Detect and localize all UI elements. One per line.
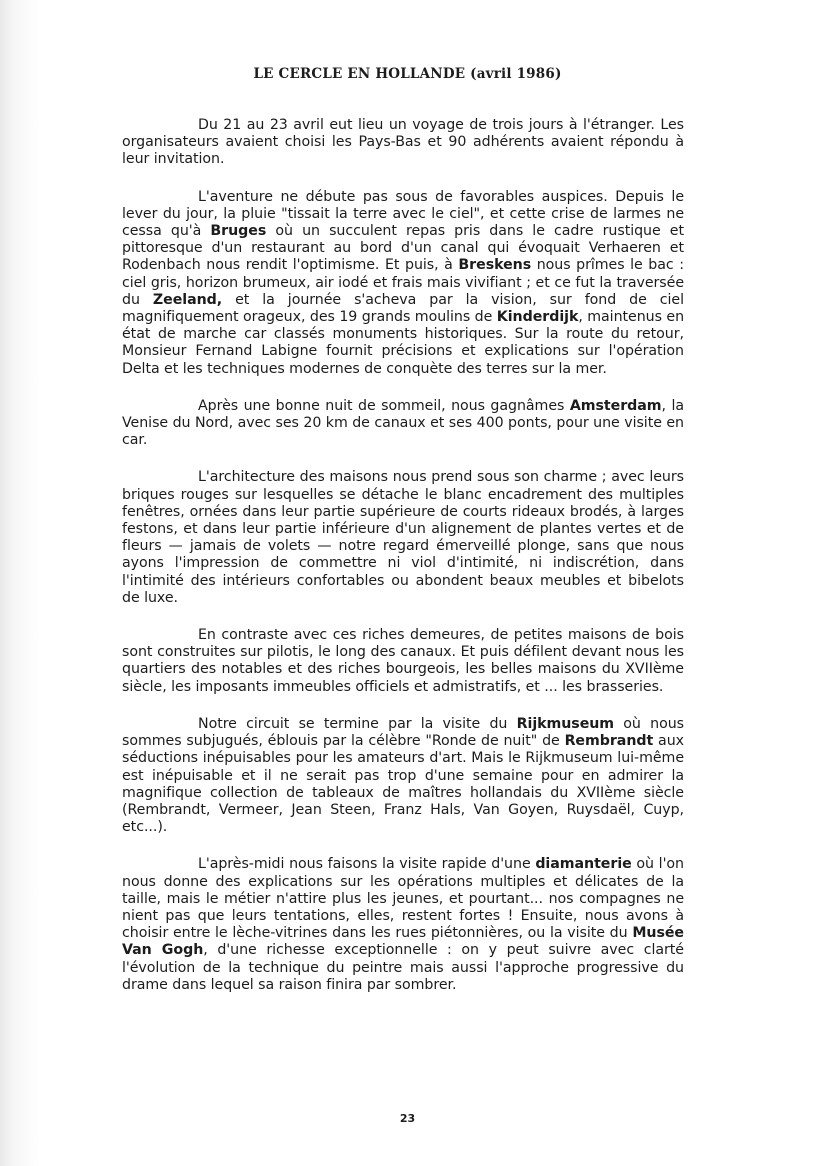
- page-number: 23: [399, 1112, 416, 1125]
- text-run: Du 21 au 23 avril eut lieu un voyage de trois jours à l'étranger. Les organisateurs avaient choisi les Pays-Bas et 90 adhérents avaient répondu à leur invitation.: [122, 117, 684, 168]
- paragraph-7: [122, 856, 684, 994]
- text-run: où nous sommes subjugués, éblouis par la célèbre "Ronde de nuit" de: [122, 715, 684, 750]
- text-run: Après une bonne nuit de sommeil, nous gagnâmes: [198, 397, 570, 414]
- text-run: nous prîmes le bac : ciel gris, horizon brumeux, air iodé et frais mais vivifiant ; et ce fut la traversée du: [122, 257, 684, 308]
- place-name-kinderdijk: Kinderdijk: [496, 309, 579, 326]
- text-run: , maintenus en état de marche car classés monuments historiques. Sur la route du retour, Monsieur Fernand Labigne fournit précisions et explications sur l'opération Delta et les techniques modernes de conquète des terres sur la mer.: [122, 309, 685, 377]
- place-name-breskens: Breskens: [458, 257, 532, 274]
- place-name-musee-van-gogh: Musée Van Gogh: [122, 925, 684, 959]
- paragraph-3: [122, 398, 684, 450]
- paragraph-1: [122, 117, 684, 169]
- text-run: L'architecture des maisons nous prend sous son charme ; avec leurs briques rouges sur lesquelles se détache le blanc encadrement des multiples fenêtres, ornées dans leur partie supérieure de courts rideaux brodés, à larges festons, et dans leur partie inférieure d'un alignement de plantes vertes et de fleurs — jamais de volets — notre regard émerveillé plonge, sans que nous ayons l'impression de commettre ni viol d'intimité, ni indiscrétion, dans l'intimité des intérieurs confortables ou abondent beaux meubles et bibelots de luxe.: [122, 469, 684, 606]
- paragraph-6: [122, 716, 684, 836]
- text-run: et la journée s'acheva par la vision, sur fond de ciel magnifiquement orageux, des 19 grands moulins de: [122, 291, 684, 326]
- text-run: aux séductions inépuisables pour les amateurs d'art. Mais le Rijkmuseum lui-même est inépuisable et il ne serait pas trop d'une semaine pour en admirer la magnifique collection de tableaux de maîtres hollandais du XVIIème siècle (Rembrandt, Vermeer, Jean Steen, Franz Hals, Van Goyen, Ruysdaël, Cuyp, etc...).: [122, 733, 684, 836]
- artist-name-rembrandt: Rembrandt: [564, 733, 654, 750]
- place-name-rijkmuseum: Rijkmuseum: [516, 715, 615, 732]
- text-run: où l'on nous donne des explications sur les opérations multiples et délicates de la taille, mais le métier n'attire plus les jeunes, et pourtant... nos compagnes ne nient pas que leurs tentations, elles, restent fortes ! Ensuite, nous avons à choisir entre le lèche-vitrines dans les rues piétonnières, ou la visite du: [122, 856, 684, 942]
- page-title: LE CERCLE EN HOLLANDE (avril 1986): [253, 66, 562, 82]
- text-run: où un succulent repas pris dans le cadre rustique et pittoresque d'un restaurant au bord d'un canal qui évoquait Verhaeren et Rodenbach nous rendit l'optimisme. Et puis, à: [122, 223, 684, 274]
- place-name-bruges: Bruges: [210, 223, 267, 240]
- text-run: Notre circuit se termine par la visite du: [198, 715, 517, 732]
- place-name-diamanterie: diamanterie: [535, 856, 632, 873]
- paragraph-5: [122, 627, 684, 696]
- text-run: , la Venise du Nord, avec ses 20 km de canaux et ses 400 ponts, pour une visite en car.: [122, 397, 684, 449]
- text-run: , d'une richesse exceptionnelle : on y peut suivre avec clarté l'évolution de la technique du peintre mais aussi l'approche progressive du drame dans lequel sa raison finira par sombrer.: [122, 942, 684, 993]
- article-body: [122, 117, 684, 1014]
- place-name-zeeland: Zeeland,: [152, 291, 223, 308]
- place-name-amsterdam: Amsterdam: [569, 397, 662, 414]
- paragraph-4: [122, 469, 684, 607]
- text-run: En contraste avec ces riches demeures, de petites maisons de bois sont construites sur pilotis, le long des canaux. Et puis défilent devant nous les quartiers des notables et des riches bourgeois, les belles maisons du XVIIème siècle, les imposants immeubles officiels et admistratifs, et ... les brasseries.: [122, 627, 684, 695]
- paragraph-2: [122, 189, 684, 378]
- text-run: L'après-midi nous faisons la visite rapide d'une: [198, 856, 536, 873]
- text-run: L'aventure ne débute pas sous de favorables auspices. Depuis le lever du jour, la pluie "tissait la terre avec le ciel", et cette crise de larmes ne cessa qu'à: [122, 188, 684, 240]
